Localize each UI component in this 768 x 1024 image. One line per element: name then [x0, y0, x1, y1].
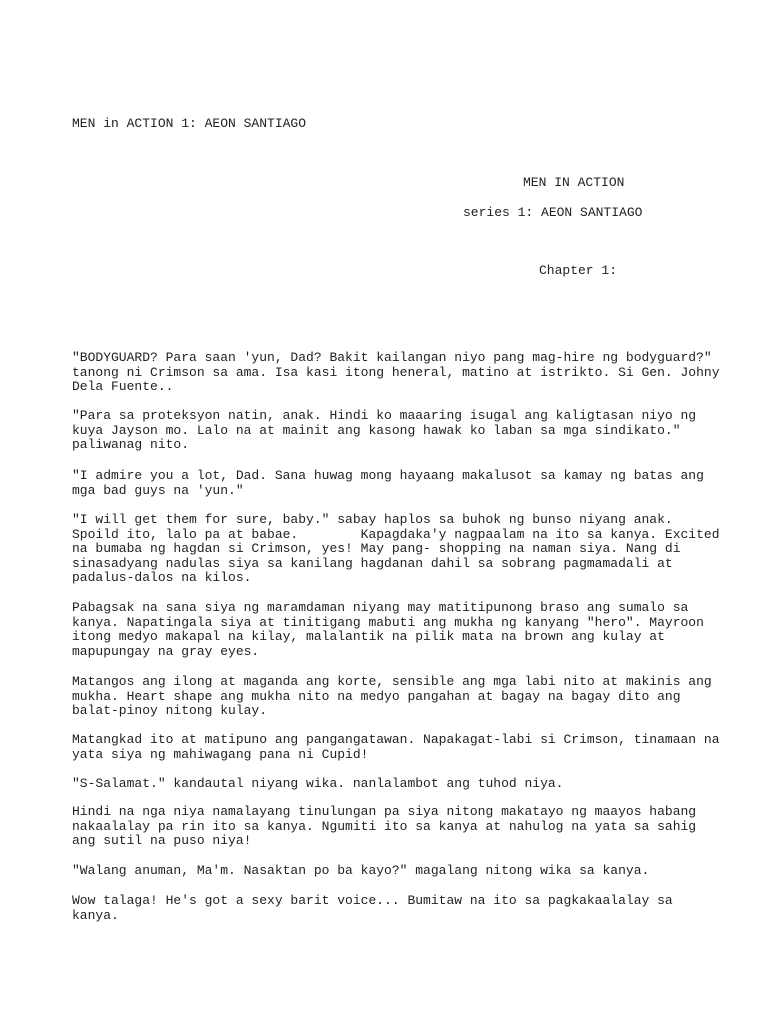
paragraph: "I admire you a lot, Dad. Sana huwag mong hayaang makalusot sa kamay ng batas ang mga bad guys na 'yun." [72, 468, 704, 498]
paragraph: Pabagsak na sana siya ng maramdaman niyang may matitipunong braso ang sumalo sa kanya. Napatingala siya at tinitigang mabuti ang mukha ng kanyang "hero". Mayroon itong medyo makapal na kilay, malalantik na pilik mata na brown ang kulay at mapupungay na gray eyes. [72, 600, 704, 659]
series-heading: MEN IN ACTION [523, 175, 625, 190]
document-title: MEN in ACTION 1: AEON SANTIAGO [72, 116, 307, 131]
paragraph: "I will get them for sure, baby." sabay haplos sa buhok ng bunso niyang anak. Spoild ito, lalo pa at babae. Kapagdaka'y nagpaalam na ito sa kanya. Excited na bumaba ng hagdan si Crimson, yes! May pang- shopping na naman siya. Nang di sinasadyang nadulas siya sa kanilang hagdanan dahil sa sobrang pagmamadali at padalus-dalos na kilos. [72, 512, 720, 586]
chapter-heading: Chapter 1: [539, 263, 618, 278]
paragraph: "S-Salamat." kandautal niyang wika. nanlalambot ang tuhod niya. [72, 776, 564, 791]
paragraph: "BODYGUARD? Para saan 'yun, Dad? Bakit kailangan niyo pang mag-hire ng bodyguard?" tanong ni Crimson sa ama. Isa kasi itong heneral, matino at istrikto. Si Gen. Johny Dela Fuente.. [72, 350, 720, 395]
paragraph: "Walang anuman, Ma'm. Nasaktan po ba kayo?" magalang nitong wika sa kanya. [72, 863, 650, 878]
paragraph: Wow talaga! He's got a sexy barit voice... Bumitaw na ito sa pagkakaalalay sa kanya. [72, 893, 673, 923]
paragraph: "Para sa proteksyon natin, anak. Hindi ko maaaring isugal ang kaligtasan niyo ng kuya Jayson mo. Lalo na at mainit ang kasong hawak ko laban sa mga sindikato." paliwanag nito. [72, 408, 697, 453]
paragraph: Hindi na nga niya namalayang tinulungan pa siya nitong makatayo ng maayos habang nakaalalay pa rin ito sa kanya. Ngumiti ito sa kanya at nahulog na yata sa sahig ang sutil na puso niya! [72, 804, 697, 849]
series-subtitle: series 1: AEON SANTIAGO [463, 205, 643, 220]
paragraph: Matangos ang ilong at maganda ang korte, sensible ang mga labi nito at makinis ang mukha. Heart shape ang mukha nito na medyo pangahan at bagay na bagay dito ang balat-pinoy nitong kulay. [72, 674, 712, 719]
paragraph: Matangkad ito at matipuno ang pangangatawan. Napakagat-labi si Crimson, tinamaan na yata siya ng mahiwagang pana ni Cupid! [72, 732, 720, 762]
